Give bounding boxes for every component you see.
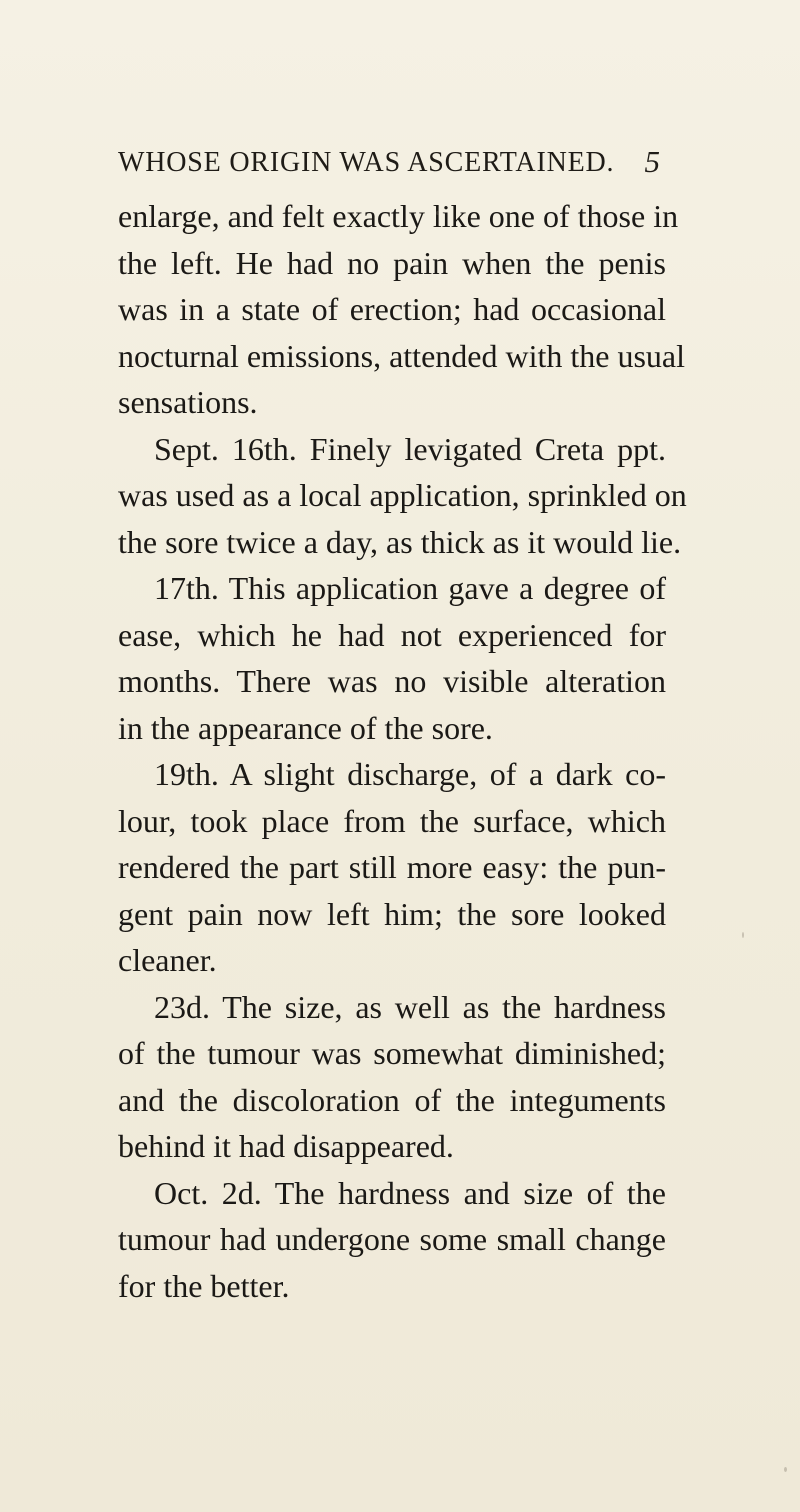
text-line: tumour had undergone some small change (118, 1221, 666, 1257)
text-line: the left. He had no pain when the penis (118, 244, 666, 281)
text-line: lour, took place from the surface, which (118, 802, 666, 839)
text-line: 23d. The size, as well as the hardness (154, 988, 666, 1025)
text-line: enlarge, and felt exactly like one of those in (118, 198, 679, 234)
text-line: cleaner. (118, 942, 217, 978)
text-line: sensations. (118, 384, 258, 420)
text-line: of the tumour was somewhat diminished; (118, 1035, 666, 1071)
text-line: the sore twice a day, as thick as it would lie. (118, 523, 682, 560)
running-title: WHOSE ORIGIN WAS ASCERTAINED. (118, 147, 615, 178)
text-line: 17th. This application gave a degree of (154, 570, 666, 606)
text-line: 19th. A slight discharge, of a dark co- (154, 756, 666, 792)
text-line: behind it had disappeared. (118, 1128, 454, 1164)
text-line: Oct. 2d. The hardness and size of the (154, 1174, 666, 1211)
text-line: in the appearance of the sore. (118, 709, 493, 746)
text-line: nocturnal emissions, attended with the usual (118, 337, 685, 374)
page-number: 5 (644, 144, 660, 179)
text-line: for the better. (118, 1267, 290, 1304)
text-line: and the discoloration of the integuments (118, 1081, 666, 1118)
paper-speck (436, 211, 439, 215)
text-line: was used as a local application, sprinkled on (118, 477, 687, 513)
text-line: rendered the part still more easy: the pun- (118, 849, 666, 885)
paper-speck (784, 1467, 787, 1472)
body-text (118, 193, 687, 1309)
text-line: ease, which he had not experienced for (118, 616, 666, 653)
text-line: was in a state of erection; had occasional (118, 291, 666, 327)
running-head (118, 144, 678, 187)
text-line: months. There was no visible alteration (118, 663, 666, 699)
text-line: gent pain now left him; the sore looked (118, 895, 666, 932)
text-line: Sept. 16th. Finely levigated Creta ppt. (154, 430, 666, 467)
paper-speck (742, 932, 744, 938)
